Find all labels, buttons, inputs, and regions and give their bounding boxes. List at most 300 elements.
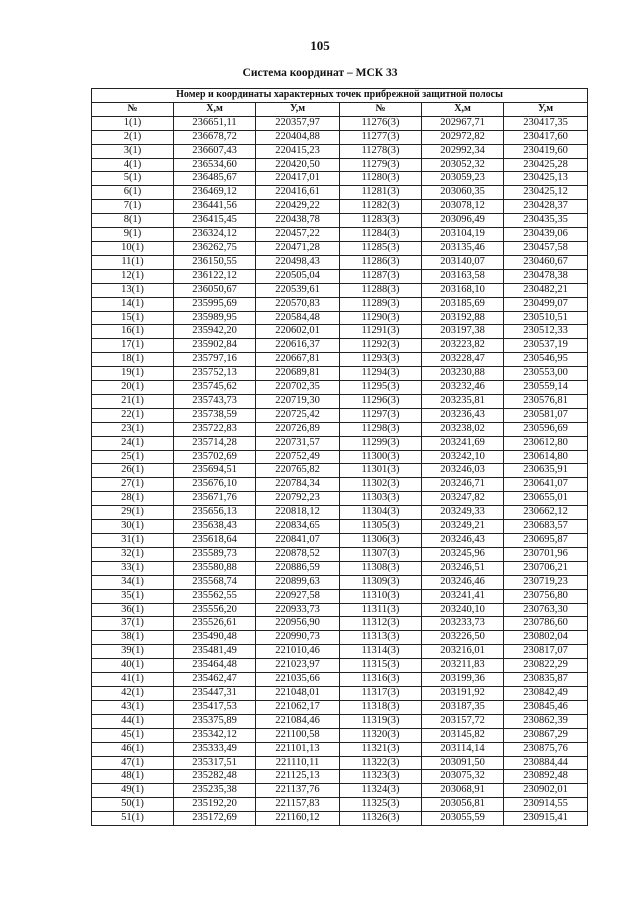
x-coordinate-cell: 235568,74 <box>174 575 256 589</box>
y-coordinate-cell: 220818,12 <box>256 506 340 520</box>
y-coordinate-cell: 230845,46 <box>504 700 588 714</box>
y-coordinate-cell: 221160,12 <box>256 812 340 826</box>
y-coordinate-cell: 230756,80 <box>504 589 588 603</box>
column-header: X,м <box>422 102 504 116</box>
x-coordinate-cell: 236678,72 <box>174 130 256 144</box>
table-row <box>92 408 588 422</box>
y-coordinate-cell: 220570,83 <box>256 297 340 311</box>
x-coordinate-cell: 203233,73 <box>422 617 504 631</box>
table-row <box>92 770 588 784</box>
y-coordinate-cell: 220417,01 <box>256 172 340 186</box>
x-coordinate-cell: 203246,03 <box>422 464 504 478</box>
point-number-cell: 40(1) <box>92 659 174 673</box>
point-number-cell: 11291(3) <box>340 325 422 339</box>
point-number-cell: 11283(3) <box>340 214 422 228</box>
column-header: № <box>92 102 174 116</box>
point-number-cell: 11303(3) <box>340 492 422 506</box>
y-coordinate-cell: 220416,61 <box>256 186 340 200</box>
point-number-cell: 33(1) <box>92 561 174 575</box>
table-row <box>92 269 588 283</box>
x-coordinate-cell: 203075,32 <box>422 770 504 784</box>
x-coordinate-cell: 235172,69 <box>174 812 256 826</box>
y-coordinate-cell: 220404,88 <box>256 130 340 144</box>
x-coordinate-cell: 203059,23 <box>422 172 504 186</box>
point-number-cell: 11279(3) <box>340 158 422 172</box>
table-row <box>92 659 588 673</box>
y-coordinate-cell: 220784,34 <box>256 478 340 492</box>
y-coordinate-cell: 230695,87 <box>504 534 588 548</box>
point-number-cell: 11304(3) <box>340 506 422 520</box>
point-number-cell: 26(1) <box>92 464 174 478</box>
table-row <box>92 742 588 756</box>
x-coordinate-cell: 236607,43 <box>174 144 256 158</box>
x-coordinate-cell: 203157,72 <box>422 714 504 728</box>
point-number-cell: 12(1) <box>92 269 174 283</box>
x-coordinate-cell: 235995,69 <box>174 297 256 311</box>
point-number-cell: 21(1) <box>92 394 174 408</box>
x-coordinate-cell: 235671,76 <box>174 492 256 506</box>
point-number-cell: 37(1) <box>92 617 174 631</box>
x-coordinate-cell: 235694,51 <box>174 464 256 478</box>
x-coordinate-cell: 235447,31 <box>174 686 256 700</box>
x-coordinate-cell: 236485,67 <box>174 172 256 186</box>
point-number-cell: 11294(3) <box>340 367 422 381</box>
y-coordinate-cell: 221100,58 <box>256 728 340 742</box>
x-coordinate-cell: 203197,38 <box>422 325 504 339</box>
system-title: Система координат – МСК 33 <box>242 67 398 79</box>
y-coordinate-cell: 230546,95 <box>504 353 588 367</box>
point-number-cell: 41(1) <box>92 673 174 687</box>
x-coordinate-cell: 235722,83 <box>174 422 256 436</box>
y-coordinate-cell: 230581,07 <box>504 408 588 422</box>
point-number-cell: 11305(3) <box>340 520 422 534</box>
point-number-cell: 34(1) <box>92 575 174 589</box>
x-coordinate-cell: 203187,35 <box>422 700 504 714</box>
x-coordinate-cell: 203055,59 <box>422 812 504 826</box>
x-coordinate-cell: 235702,69 <box>174 450 256 464</box>
y-coordinate-cell: 220933,73 <box>256 603 340 617</box>
y-coordinate-cell: 230842,49 <box>504 686 588 700</box>
y-coordinate-cell: 230867,29 <box>504 728 588 742</box>
x-coordinate-cell: 235417,53 <box>174 700 256 714</box>
x-coordinate-cell: 236324,12 <box>174 228 256 242</box>
table-row <box>92 186 588 200</box>
point-number-cell: 11309(3) <box>340 575 422 589</box>
coordinates-table <box>91 88 588 826</box>
table-row <box>92 214 588 228</box>
point-number-cell: 11292(3) <box>340 339 422 353</box>
table-row <box>92 339 588 353</box>
point-number-cell: 28(1) <box>92 492 174 506</box>
table-row <box>92 283 588 297</box>
y-coordinate-cell: 230612,80 <box>504 436 588 450</box>
y-coordinate-cell: 220726,89 <box>256 422 340 436</box>
x-coordinate-cell: 236122,12 <box>174 269 256 283</box>
table-row <box>92 547 588 561</box>
x-coordinate-cell: 203246,46 <box>422 575 504 589</box>
x-coordinate-cell: 203241,69 <box>422 436 504 450</box>
point-number-cell: 11311(3) <box>340 603 422 617</box>
point-number-cell: 11290(3) <box>340 311 422 325</box>
point-number-cell: 6(1) <box>92 186 174 200</box>
x-coordinate-cell: 236441,56 <box>174 200 256 214</box>
x-coordinate-cell: 235752,13 <box>174 367 256 381</box>
x-coordinate-cell: 203240,10 <box>422 603 504 617</box>
point-number-cell: 11286(3) <box>340 255 422 269</box>
x-coordinate-cell: 203247,82 <box>422 492 504 506</box>
x-coordinate-cell: 203091,50 <box>422 756 504 770</box>
point-number-cell: 11298(3) <box>340 422 422 436</box>
table-row <box>92 116 588 130</box>
x-coordinate-cell: 203249,21 <box>422 520 504 534</box>
x-coordinate-cell: 235989,95 <box>174 311 256 325</box>
y-coordinate-cell: 230512,33 <box>504 325 588 339</box>
y-coordinate-cell: 230614,80 <box>504 450 588 464</box>
point-number-cell: 45(1) <box>92 728 174 742</box>
y-coordinate-cell: 221010,46 <box>256 645 340 659</box>
x-coordinate-cell: 235333,49 <box>174 742 256 756</box>
point-number-cell: 39(1) <box>92 645 174 659</box>
x-coordinate-cell: 236262,75 <box>174 241 256 255</box>
y-coordinate-cell: 230428,37 <box>504 200 588 214</box>
table-row <box>92 450 588 464</box>
table-row <box>92 436 588 450</box>
point-number-cell: 11308(3) <box>340 561 422 575</box>
x-coordinate-cell: 203192,88 <box>422 311 504 325</box>
y-coordinate-cell: 230457,58 <box>504 241 588 255</box>
x-coordinate-cell: 203104,19 <box>422 228 504 242</box>
point-number-cell: 11282(3) <box>340 200 422 214</box>
point-number-cell: 44(1) <box>92 714 174 728</box>
x-coordinate-cell: 235490,48 <box>174 631 256 645</box>
x-coordinate-cell: 203185,69 <box>422 297 504 311</box>
x-coordinate-cell: 235235,38 <box>174 784 256 798</box>
table-row <box>92 241 588 255</box>
y-coordinate-cell: 230862,39 <box>504 714 588 728</box>
y-coordinate-cell: 220765,82 <box>256 464 340 478</box>
point-number-cell: 4(1) <box>92 158 174 172</box>
point-number-cell: 1(1) <box>92 116 174 130</box>
point-number-cell: 11278(3) <box>340 144 422 158</box>
point-number-cell: 11312(3) <box>340 617 422 631</box>
point-number-cell: 2(1) <box>92 130 174 144</box>
y-coordinate-cell: 220584,48 <box>256 311 340 325</box>
y-coordinate-cell: 230435,35 <box>504 214 588 228</box>
y-coordinate-cell: 230706,21 <box>504 561 588 575</box>
table-row <box>92 158 588 172</box>
y-coordinate-cell: 220689,81 <box>256 367 340 381</box>
y-coordinate-cell: 230786,60 <box>504 617 588 631</box>
table-row <box>92 478 588 492</box>
y-coordinate-cell: 230875,76 <box>504 742 588 756</box>
y-coordinate-cell: 220990,73 <box>256 631 340 645</box>
y-coordinate-cell: 220539,61 <box>256 283 340 297</box>
y-coordinate-cell: 221157,83 <box>256 798 340 812</box>
x-coordinate-cell: 235481,49 <box>174 645 256 659</box>
x-coordinate-cell: 203199,36 <box>422 673 504 687</box>
table-row <box>92 812 588 826</box>
x-coordinate-cell: 203056,81 <box>422 798 504 812</box>
x-coordinate-cell: 202972,82 <box>422 130 504 144</box>
y-coordinate-cell: 230417,35 <box>504 116 588 130</box>
y-coordinate-cell: 230482,21 <box>504 283 588 297</box>
table-row <box>92 200 588 214</box>
y-coordinate-cell: 230553,00 <box>504 367 588 381</box>
x-coordinate-cell: 203052,32 <box>422 158 504 172</box>
point-number-cell: 11287(3) <box>340 269 422 283</box>
table-row <box>92 798 588 812</box>
x-coordinate-cell: 203163,58 <box>422 269 504 283</box>
table-row <box>92 756 588 770</box>
point-number-cell: 11296(3) <box>340 394 422 408</box>
table-row <box>92 506 588 520</box>
x-coordinate-cell: 235342,12 <box>174 728 256 742</box>
table-row <box>92 255 588 269</box>
x-coordinate-cell: 203211,83 <box>422 659 504 673</box>
point-number-cell: 11317(3) <box>340 686 422 700</box>
table-row <box>92 367 588 381</box>
point-number-cell: 11315(3) <box>340 659 422 673</box>
point-number-cell: 20(1) <box>92 381 174 395</box>
point-number-cell: 31(1) <box>92 534 174 548</box>
point-number-cell: 11285(3) <box>340 241 422 255</box>
y-coordinate-cell: 230596,69 <box>504 422 588 436</box>
y-coordinate-cell: 230537,19 <box>504 339 588 353</box>
point-number-cell: 24(1) <box>92 436 174 450</box>
x-coordinate-cell: 235589,73 <box>174 547 256 561</box>
point-number-cell: 11288(3) <box>340 283 422 297</box>
x-coordinate-cell: 203226,50 <box>422 631 504 645</box>
y-coordinate-cell: 220725,42 <box>256 408 340 422</box>
page-number: 105 <box>310 38 330 53</box>
point-number-cell: 11326(3) <box>340 812 422 826</box>
point-number-cell: 14(1) <box>92 297 174 311</box>
table-body <box>92 116 588 825</box>
x-coordinate-cell: 235714,28 <box>174 436 256 450</box>
point-number-cell: 11299(3) <box>340 436 422 450</box>
point-number-cell: 11301(3) <box>340 464 422 478</box>
table-row <box>92 520 588 534</box>
y-coordinate-cell: 220420,50 <box>256 158 340 172</box>
point-number-cell: 11325(3) <box>340 798 422 812</box>
point-number-cell: 9(1) <box>92 228 174 242</box>
y-coordinate-cell: 230559,14 <box>504 381 588 395</box>
y-coordinate-cell: 220667,81 <box>256 353 340 367</box>
point-number-cell: 11313(3) <box>340 631 422 645</box>
y-coordinate-cell: 220731,57 <box>256 436 340 450</box>
y-coordinate-cell: 230914,55 <box>504 798 588 812</box>
point-number-cell: 11321(3) <box>340 742 422 756</box>
y-coordinate-cell: 220602,01 <box>256 325 340 339</box>
y-coordinate-cell: 220471,28 <box>256 241 340 255</box>
y-coordinate-cell: 230835,87 <box>504 673 588 687</box>
x-coordinate-cell: 235562,55 <box>174 589 256 603</box>
table-row <box>92 575 588 589</box>
point-number-cell: 11277(3) <box>340 130 422 144</box>
y-coordinate-cell: 220719,30 <box>256 394 340 408</box>
x-coordinate-cell: 203223,82 <box>422 339 504 353</box>
point-number-cell: 11293(3) <box>340 353 422 367</box>
y-coordinate-cell: 221101,13 <box>256 742 340 756</box>
column-header: У,м <box>256 102 340 116</box>
point-number-cell: 17(1) <box>92 339 174 353</box>
x-coordinate-cell: 235745,62 <box>174 381 256 395</box>
point-number-cell: 5(1) <box>92 172 174 186</box>
y-coordinate-cell: 220505,04 <box>256 269 340 283</box>
point-number-cell: 11316(3) <box>340 673 422 687</box>
point-number-cell: 11276(3) <box>340 116 422 130</box>
y-coordinate-cell: 221023,97 <box>256 659 340 673</box>
y-coordinate-cell: 230719,23 <box>504 575 588 589</box>
point-number-cell: 48(1) <box>92 770 174 784</box>
x-coordinate-cell: 203241,41 <box>422 589 504 603</box>
x-coordinate-cell: 235192,20 <box>174 798 256 812</box>
table-row <box>92 130 588 144</box>
table-row <box>92 353 588 367</box>
point-number-cell: 27(1) <box>92 478 174 492</box>
point-number-cell: 51(1) <box>92 812 174 826</box>
x-coordinate-cell: 203230,88 <box>422 367 504 381</box>
x-coordinate-cell: 235526,61 <box>174 617 256 631</box>
y-coordinate-cell: 230655,01 <box>504 492 588 506</box>
x-coordinate-cell: 235580,88 <box>174 561 256 575</box>
x-coordinate-cell: 203060,35 <box>422 186 504 200</box>
x-coordinate-cell: 235556,20 <box>174 603 256 617</box>
point-number-cell: 29(1) <box>92 506 174 520</box>
x-coordinate-cell: 235743,73 <box>174 394 256 408</box>
y-coordinate-cell: 220899,63 <box>256 575 340 589</box>
x-coordinate-cell: 236050,67 <box>174 283 256 297</box>
point-number-cell: 10(1) <box>92 241 174 255</box>
y-coordinate-cell: 230576,81 <box>504 394 588 408</box>
y-coordinate-cell: 220878,52 <box>256 547 340 561</box>
y-coordinate-cell: 220752,49 <box>256 450 340 464</box>
point-number-cell: 50(1) <box>92 798 174 812</box>
x-coordinate-cell: 235282,48 <box>174 770 256 784</box>
point-number-cell: 11323(3) <box>340 770 422 784</box>
y-coordinate-cell: 230478,38 <box>504 269 588 283</box>
y-coordinate-cell: 230902,01 <box>504 784 588 798</box>
table-row <box>92 686 588 700</box>
x-coordinate-cell: 203096,49 <box>422 214 504 228</box>
y-coordinate-cell: 220702,35 <box>256 381 340 395</box>
y-coordinate-cell: 230884,44 <box>504 756 588 770</box>
point-number-cell: 11289(3) <box>340 297 422 311</box>
y-coordinate-cell: 220792,23 <box>256 492 340 506</box>
table-caption: Номер и координаты характерных точек прибрежной защитной полосы <box>92 89 588 103</box>
y-coordinate-cell: 230425,13 <box>504 172 588 186</box>
y-coordinate-cell: 230802,04 <box>504 631 588 645</box>
y-coordinate-cell: 221125,13 <box>256 770 340 784</box>
x-coordinate-cell: 235902,84 <box>174 339 256 353</box>
x-coordinate-cell: 235797,16 <box>174 353 256 367</box>
y-coordinate-cell: 220886,59 <box>256 561 340 575</box>
point-number-cell: 11320(3) <box>340 728 422 742</box>
point-number-cell: 11284(3) <box>340 228 422 242</box>
y-coordinate-cell: 221048,01 <box>256 686 340 700</box>
point-number-cell: 11302(3) <box>340 478 422 492</box>
point-number-cell: 32(1) <box>92 547 174 561</box>
table-row <box>92 311 588 325</box>
point-number-cell: 11297(3) <box>340 408 422 422</box>
point-number-cell: 11295(3) <box>340 381 422 395</box>
x-coordinate-cell: 203249,33 <box>422 506 504 520</box>
x-coordinate-cell: 236651,11 <box>174 116 256 130</box>
y-coordinate-cell: 230419,60 <box>504 144 588 158</box>
point-number-cell: 38(1) <box>92 631 174 645</box>
table-row <box>92 325 588 339</box>
point-number-cell: 11310(3) <box>340 589 422 603</box>
table-row <box>92 645 588 659</box>
y-coordinate-cell: 221062,17 <box>256 700 340 714</box>
table-row <box>92 464 588 478</box>
table-row <box>92 673 588 687</box>
x-coordinate-cell: 235942,20 <box>174 325 256 339</box>
y-coordinate-cell: 220927,58 <box>256 589 340 603</box>
table-row <box>92 561 588 575</box>
point-number-cell: 7(1) <box>92 200 174 214</box>
x-coordinate-cell: 203246,51 <box>422 561 504 575</box>
point-number-cell: 11280(3) <box>340 172 422 186</box>
y-coordinate-cell: 220616,37 <box>256 339 340 353</box>
y-coordinate-cell: 220438,78 <box>256 214 340 228</box>
point-number-cell: 19(1) <box>92 367 174 381</box>
x-coordinate-cell: 203232,46 <box>422 381 504 395</box>
x-coordinate-cell: 203168,10 <box>422 283 504 297</box>
table-row <box>92 534 588 548</box>
y-coordinate-cell: 220841,07 <box>256 534 340 548</box>
point-number-cell: 11306(3) <box>340 534 422 548</box>
point-number-cell: 23(1) <box>92 422 174 436</box>
y-coordinate-cell: 230425,28 <box>504 158 588 172</box>
point-number-cell: 13(1) <box>92 283 174 297</box>
x-coordinate-cell: 202967,71 <box>422 116 504 130</box>
y-coordinate-cell: 230662,12 <box>504 506 588 520</box>
table-row <box>92 700 588 714</box>
point-number-cell: 8(1) <box>92 214 174 228</box>
y-coordinate-cell: 230701,96 <box>504 547 588 561</box>
point-number-cell: 11307(3) <box>340 547 422 561</box>
x-coordinate-cell: 203135,46 <box>422 241 504 255</box>
x-coordinate-cell: 203235,81 <box>422 394 504 408</box>
point-number-cell: 25(1) <box>92 450 174 464</box>
y-coordinate-cell: 230892,48 <box>504 770 588 784</box>
point-number-cell: 16(1) <box>92 325 174 339</box>
x-coordinate-cell: 202992,34 <box>422 144 504 158</box>
y-coordinate-cell: 221084,46 <box>256 714 340 728</box>
x-coordinate-cell: 235638,43 <box>174 520 256 534</box>
table-row <box>92 297 588 311</box>
table-row <box>92 228 588 242</box>
y-coordinate-cell: 220415,23 <box>256 144 340 158</box>
y-coordinate-cell: 221137,76 <box>256 784 340 798</box>
header-row <box>92 102 588 116</box>
x-coordinate-cell: 236150,55 <box>174 255 256 269</box>
point-number-cell: 3(1) <box>92 144 174 158</box>
y-coordinate-cell: 221035,66 <box>256 673 340 687</box>
x-coordinate-cell: 203068,91 <box>422 784 504 798</box>
x-coordinate-cell: 235656,13 <box>174 506 256 520</box>
y-coordinate-cell: 220357,97 <box>256 116 340 130</box>
x-coordinate-cell: 203145,82 <box>422 728 504 742</box>
table-row <box>92 172 588 186</box>
x-coordinate-cell: 236534,60 <box>174 158 256 172</box>
point-number-cell: 35(1) <box>92 589 174 603</box>
point-number-cell: 11318(3) <box>340 700 422 714</box>
y-coordinate-cell: 230425,12 <box>504 186 588 200</box>
table-row <box>92 714 588 728</box>
point-number-cell: 15(1) <box>92 311 174 325</box>
